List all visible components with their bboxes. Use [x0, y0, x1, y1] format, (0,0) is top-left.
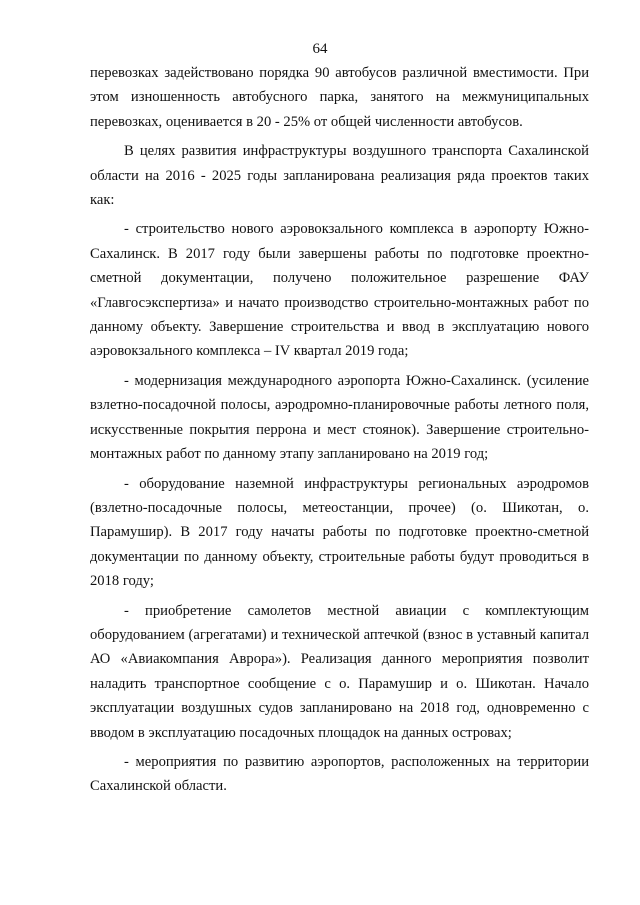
- paragraph-regional-aerodromes: - оборудование наземной инфраструктуры региональных аэродромов (взлетно-посадочные полосы, метеостанции, прочее) (о. Шикотан, о. Парамушир). В 2017 году начаты работы по подготовке проектно-сметной документации по данному объекту, строительные работы будут проводиться в 2018 году;: [90, 475, 589, 590]
- page-number: 64: [312, 41, 328, 57]
- document-body: [90, 61, 589, 799]
- paragraph-aircraft-purchase: - приобретение самолетов местной авиации с комплектующим оборудованием (агрегатами) и технической аптечкой (взнос в уставный капитал АО «Авиакомпания Аврора»). Реализация данного мероприятия позволит наладить транспортное сообщение с о. Парамушир и о. Шикотан. Начало эксплуатации воздушных судов запланировано на 2018 год, одновременно с вводом в эксплуатацию посадочных площадок на данных островах;: [90, 602, 589, 741]
- paragraph-airport-modernization: - модернизация международного аэропорта Южно-Сахалинск. (усиление взлетно-посадочной полосы, аэродромно-планировочные работы летного поля, искусственные покрытия перрона и мест стоянок). Завершение строительно-монтажных работ по данному этапу запланировано на 2019 год;: [90, 372, 589, 463]
- paragraph-air-transport-intro: В целях развития инфраструктуры воздушного транспорта Сахалинской области на 2016 - 2025 годы запланирована реализация ряда проектов таких как:: [90, 143, 589, 209]
- paragraph-bus-fleet: перевозках задействовано порядка 90 автобусов различной вместимости. При этом изношенность автобусного парка, занятого на межмуниципальных перевозках, оценивается в 20 - 25% от общей численности автобусов.: [90, 65, 589, 130]
- paragraph-airport-development: - мероприятия по развитию аэропортов, расположенных на территории Сахалинской области.: [90, 753, 589, 795]
- paragraph-terminal-construction: - строительство нового аэровокзального комплекса в аэропорту Южно-Сахалинск. В 2017 году были завершены работы по подготовке проектно-сметной документации, получено положительное разрешение ФАУ «Главгосэкспертиза» и начато производство строительно-монтажных работ по данному объекту. Завершение строительства и ввод в эксплуатацию нового аэровокзального комплекса – IV квартал 2019 года;: [90, 221, 589, 360]
